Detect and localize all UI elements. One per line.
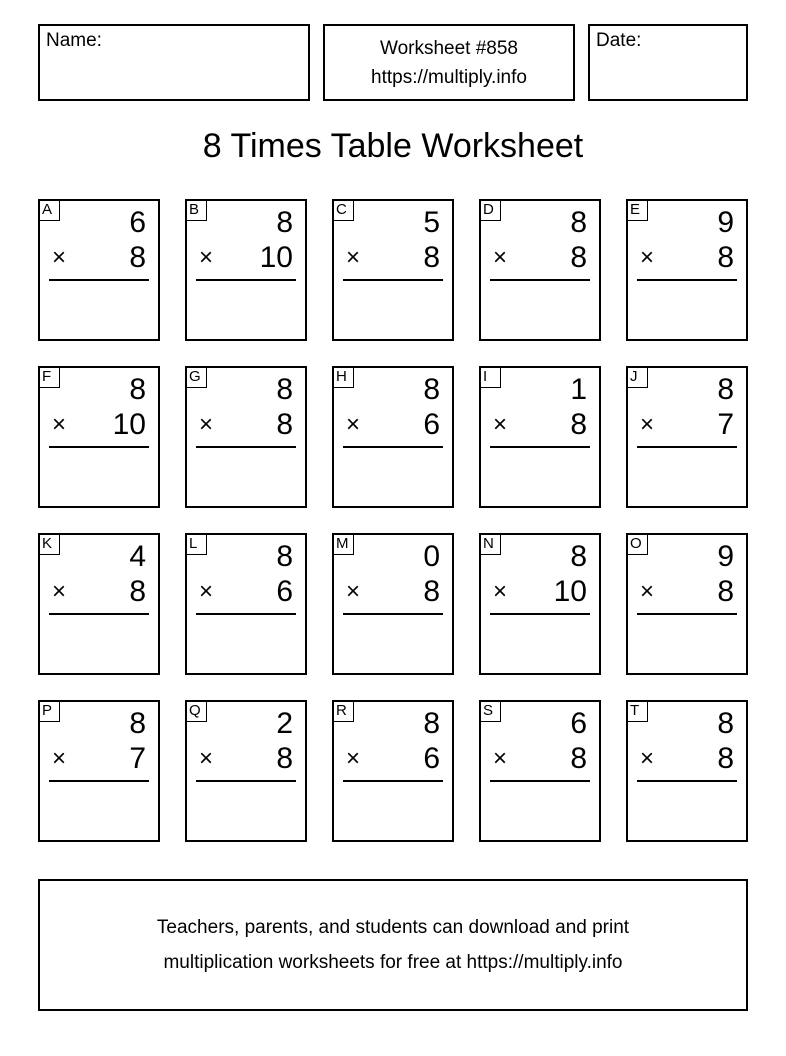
footer-line-2: multiplication worksheets for free at https://multiply.info	[163, 952, 623, 973]
problem-letter: B	[185, 199, 207, 221]
multiplicand: 6	[570, 707, 587, 740]
problem-letter: H	[332, 366, 354, 388]
multiplicand: 5	[423, 206, 440, 239]
times-sign: ×	[640, 411, 655, 438]
footer-line-1: Teachers, parents, and students can download and print	[156, 917, 630, 938]
problem-letter: E	[626, 199, 648, 221]
multiplicand: 0	[423, 540, 440, 573]
answer-line	[637, 613, 737, 615]
problem-card	[185, 366, 307, 508]
problem-card	[626, 366, 748, 508]
multiplier: 8	[423, 575, 440, 608]
answer-line	[490, 780, 590, 782]
multiplicand: 8	[423, 373, 440, 406]
multiplicand: 8	[423, 707, 440, 740]
times-sign: ×	[199, 411, 214, 438]
multiplier: 6	[276, 575, 293, 608]
problem-letter: M	[332, 533, 354, 555]
answer-line	[490, 279, 590, 281]
problem-card	[479, 700, 601, 842]
problem-letter: K	[38, 533, 60, 555]
problem-card	[332, 700, 454, 842]
problem-letter: Q	[185, 700, 207, 722]
problem-card	[626, 533, 748, 675]
times-sign: ×	[493, 745, 508, 772]
times-sign: ×	[199, 244, 214, 271]
answer-line	[196, 613, 296, 615]
problem-card	[479, 199, 601, 341]
footer-box	[38, 879, 748, 1011]
multiplier: 6	[423, 742, 440, 775]
times-sign: ×	[493, 578, 508, 605]
times-sign: ×	[640, 578, 655, 605]
multiplier: 7	[129, 742, 146, 775]
problem-letter: A	[38, 199, 60, 221]
times-sign: ×	[346, 411, 361, 438]
times-sign: ×	[493, 244, 508, 271]
problem-card	[332, 366, 454, 508]
multiplier: 10	[259, 241, 293, 274]
problem-letter: J	[626, 366, 648, 388]
problem-letter: G	[185, 366, 207, 388]
multiplicand: 8	[276, 206, 293, 239]
problem-letter: F	[38, 366, 60, 388]
problem-letter: P	[38, 700, 60, 722]
problem-card	[626, 700, 748, 842]
problem-card	[332, 199, 454, 341]
problem-letter: L	[185, 533, 207, 555]
multiplicand: 8	[570, 540, 587, 573]
problem-card	[38, 199, 160, 341]
problem-letter: N	[479, 533, 501, 555]
multiplicand: 9	[717, 206, 734, 239]
times-sign: ×	[199, 578, 214, 605]
times-sign: ×	[52, 244, 67, 271]
times-sign: ×	[346, 578, 361, 605]
worksheet-info-box	[323, 24, 575, 101]
multiplier: 8	[717, 742, 734, 775]
multiplicand: 8	[717, 707, 734, 740]
multiplier: 6	[423, 408, 440, 441]
multiplier: 8	[717, 241, 734, 274]
answer-line	[637, 780, 737, 782]
multiplicand: 8	[129, 373, 146, 406]
multiplicand: 8	[276, 373, 293, 406]
answer-line	[343, 613, 443, 615]
times-sign: ×	[346, 244, 361, 271]
answer-line	[196, 780, 296, 782]
problem-card	[332, 533, 454, 675]
answer-line	[49, 279, 149, 281]
answer-line	[196, 446, 296, 448]
multiplier: 10	[112, 408, 146, 441]
answer-line	[196, 279, 296, 281]
multiplier: 8	[423, 241, 440, 274]
problem-card	[38, 366, 160, 508]
problem-letter: C	[332, 199, 354, 221]
multiplicand: 8	[570, 206, 587, 239]
problem-card	[185, 700, 307, 842]
multiplicand: 8	[717, 373, 734, 406]
problem-letter: O	[626, 533, 648, 555]
problem-card	[479, 366, 601, 508]
answer-line	[343, 446, 443, 448]
worksheet-url: https://multiply.info	[371, 67, 527, 88]
times-sign: ×	[52, 578, 67, 605]
multiplicand: 6	[129, 206, 146, 239]
date-label: Date:	[596, 30, 642, 51]
answer-line	[343, 780, 443, 782]
worksheet-number: Worksheet #858	[379, 38, 518, 59]
times-sign: ×	[640, 244, 655, 271]
answer-line	[490, 446, 590, 448]
times-sign: ×	[346, 745, 361, 772]
problem-letter: R	[332, 700, 354, 722]
date-field-box	[588, 24, 748, 101]
problem-letter: D	[479, 199, 501, 221]
name-label: Name:	[46, 30, 102, 51]
multiplicand: 2	[276, 707, 293, 740]
multiplicand: 9	[717, 540, 734, 573]
answer-line	[490, 613, 590, 615]
answer-line	[49, 446, 149, 448]
multiplier: 7	[717, 408, 734, 441]
answer-line	[343, 279, 443, 281]
multiplicand: 4	[129, 540, 146, 573]
problem-card	[479, 533, 601, 675]
problem-letter: T	[626, 700, 648, 722]
problem-card	[38, 533, 160, 675]
times-sign: ×	[52, 411, 67, 438]
multiplicand: 1	[570, 373, 587, 406]
multiplier: 10	[553, 575, 587, 608]
multiplier: 8	[129, 241, 146, 274]
problem-card	[185, 533, 307, 675]
problem-card	[626, 199, 748, 341]
multiplier: 8	[717, 575, 734, 608]
times-sign: ×	[52, 745, 67, 772]
answer-line	[49, 613, 149, 615]
multiplier: 8	[570, 241, 587, 274]
multiplier: 8	[570, 742, 587, 775]
problem-letter: S	[479, 700, 501, 722]
problem-card	[38, 700, 160, 842]
multiplier: 8	[276, 742, 293, 775]
answer-line	[637, 446, 737, 448]
problem-letter: I	[479, 366, 501, 388]
answer-line	[637, 279, 737, 281]
times-sign: ×	[493, 411, 508, 438]
answer-line	[49, 780, 149, 782]
page-title: 8 Times Table Worksheet	[202, 127, 584, 165]
multiplicand: 8	[276, 540, 293, 573]
times-sign: ×	[640, 745, 655, 772]
multiplier: 8	[570, 408, 587, 441]
name-field-box	[38, 24, 310, 101]
problem-card	[185, 199, 307, 341]
multiplier: 8	[276, 408, 293, 441]
multiplicand: 8	[129, 707, 146, 740]
times-sign: ×	[199, 745, 214, 772]
multiplier: 8	[129, 575, 146, 608]
